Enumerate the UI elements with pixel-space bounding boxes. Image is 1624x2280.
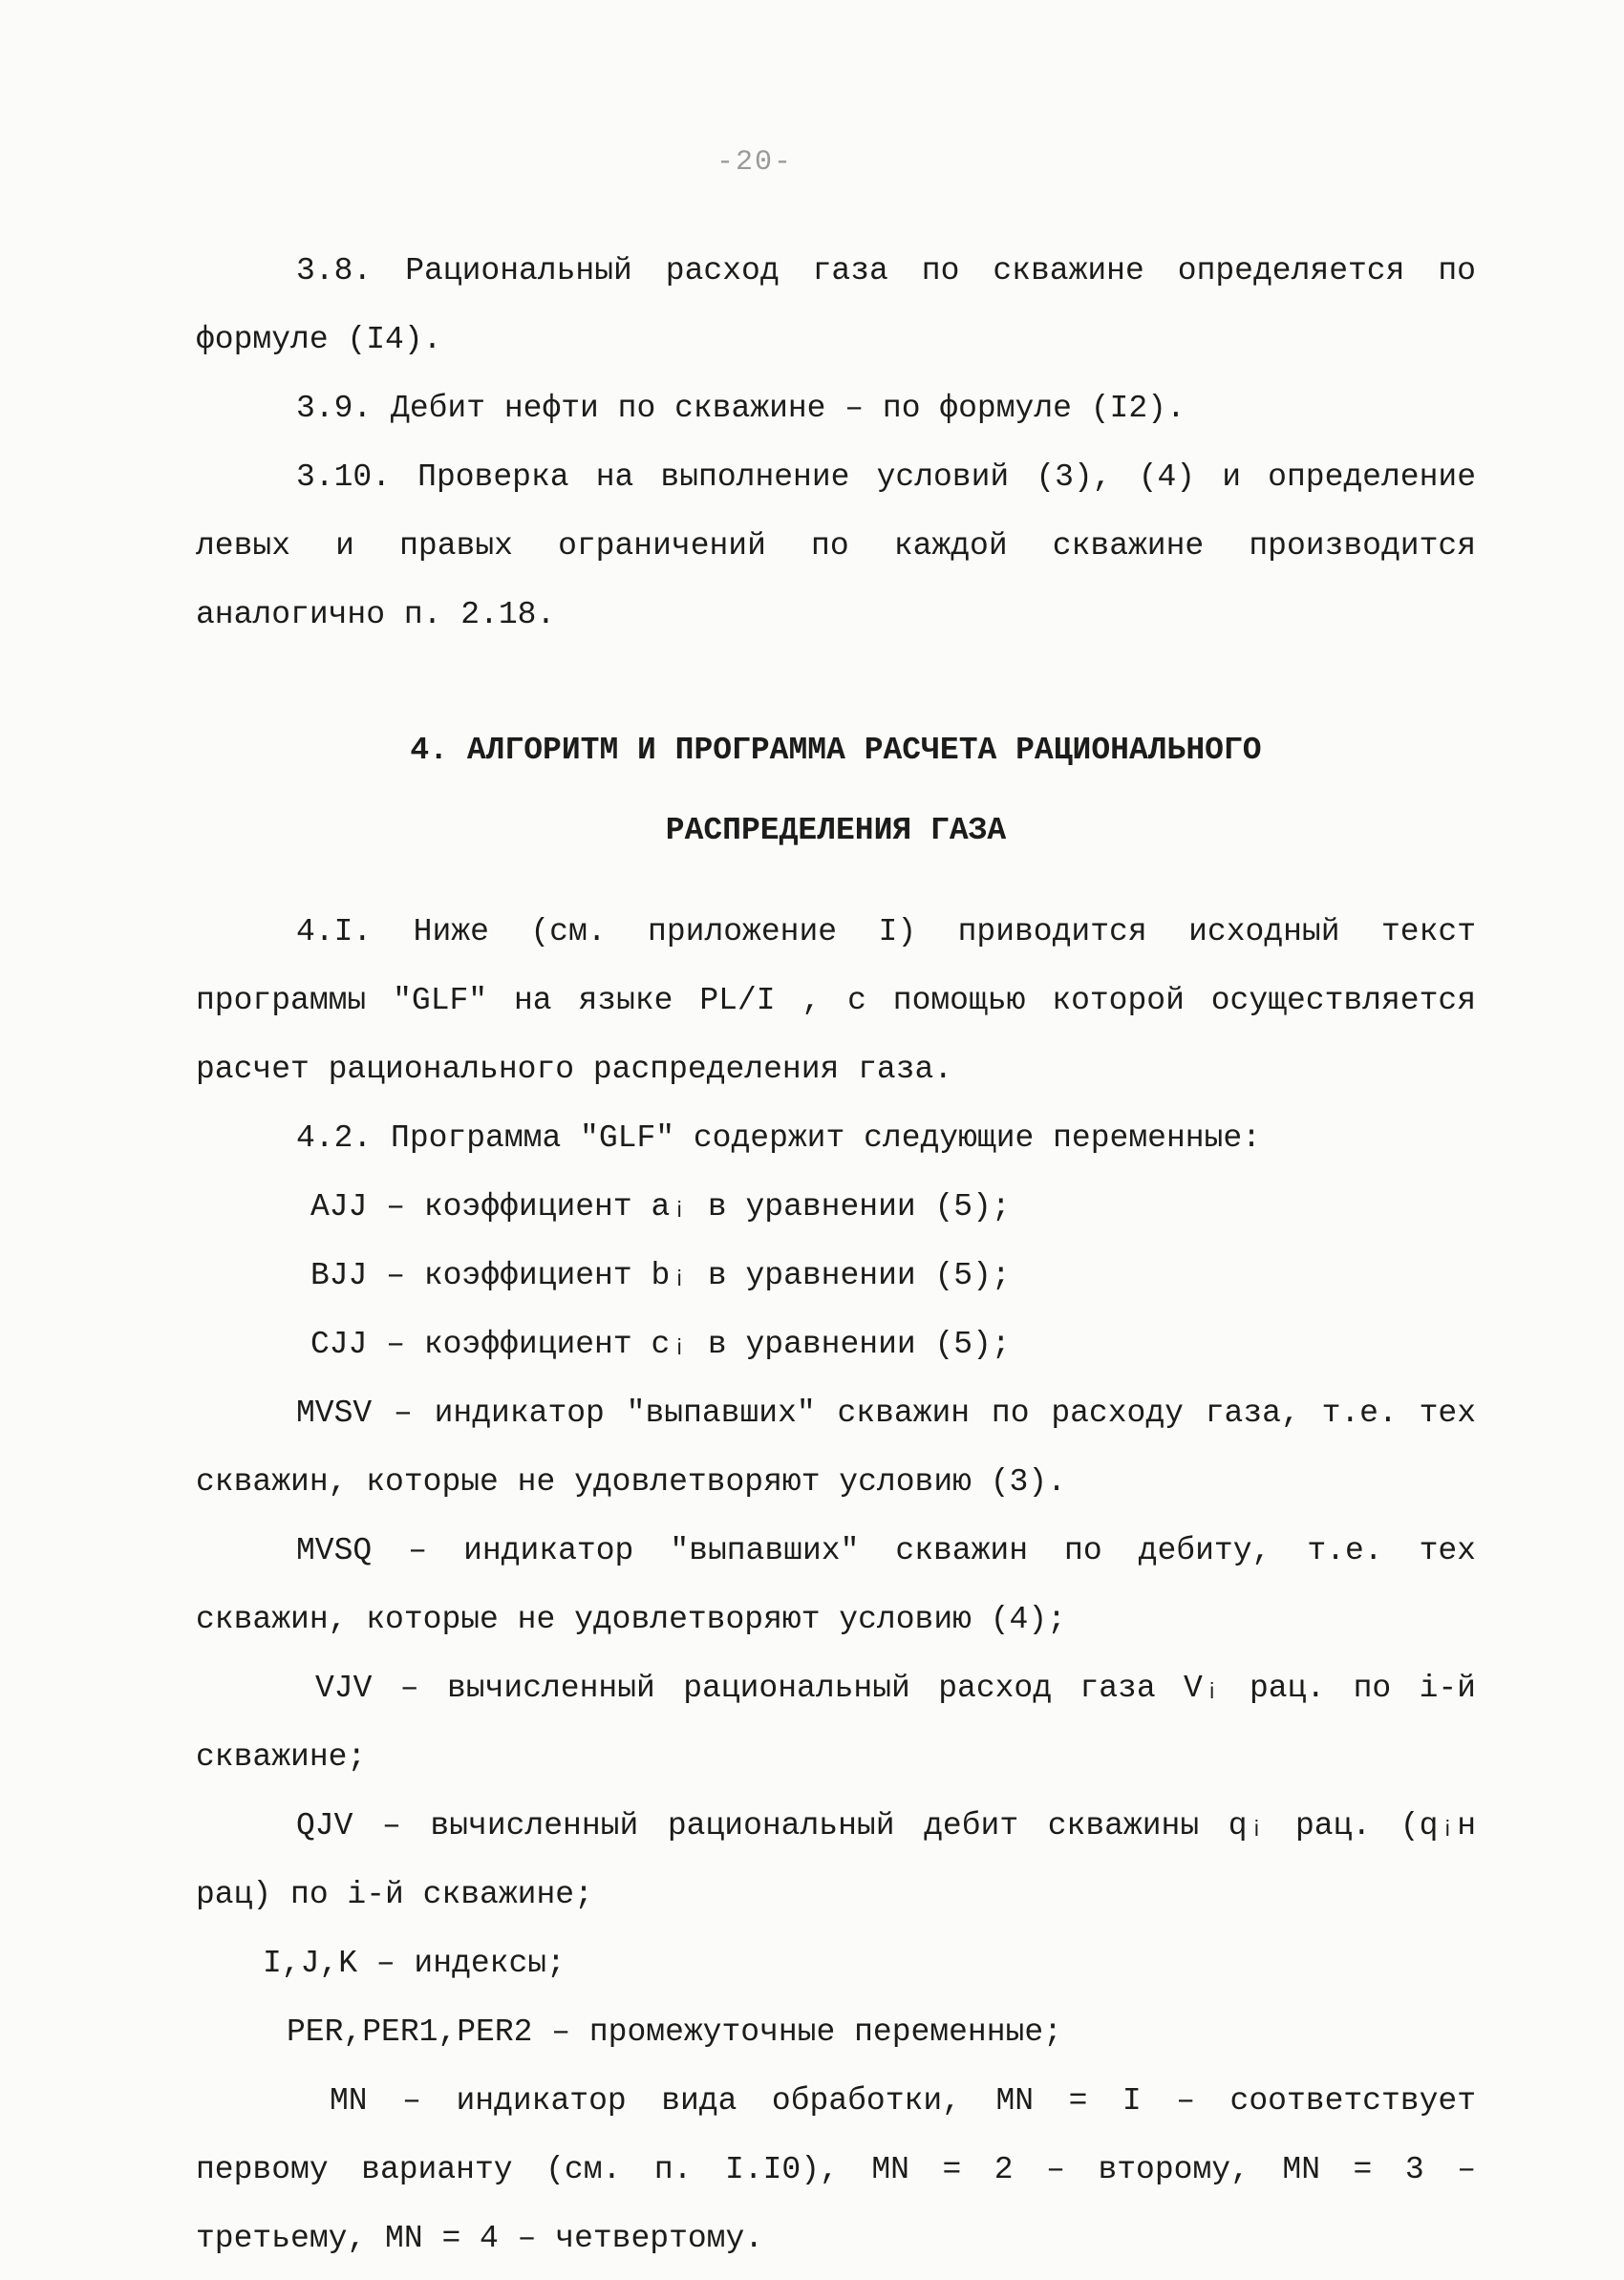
page-number: -20-: [716, 146, 793, 179]
variable-item-mn: MN – индикатор вида обработки, MN = I – соответствует первому варианту (см. п. I.I0), MN = 2 – второму, MN = 3 – третьему, MN = 4 – четвертому.: [196, 2083, 1476, 2256]
variable-item-indices: I,J,K – индексы;: [263, 1946, 566, 1981]
paragraph-4-1: 4.I. Ниже (см. приложение I) приводится исходный текст программы "GLF" на языке PL/I , с помощью которой осуществляется расчет рационального распределения газа.: [196, 914, 1476, 1087]
variable-item-mvsq: MVSQ – индикатор "выпавших" скважин по дебиту, т.е. тех скважин, которые не удовлетворяют условию (4);: [196, 1533, 1476, 1637]
variable-list: [196, 1173, 1476, 2273]
variable-item-mvsv: MVSV – индикатор "выпавших" скважин по расходу газа, т.е. тех скважин, которые не удовлетворяют условию (3).: [196, 1396, 1476, 1500]
variable-item-ajj: AJJ – коэффициент aᵢ в уравнении (5);: [310, 1189, 1011, 1225]
paragraph-3-8: 3.8. Рациональный расход газа по скважине определяется по формуле (I4).: [196, 253, 1476, 357]
variable-item-qjv: QJV – вычисленный рациональный дебит скважины qᵢ рац. (qᵢн рац) по i-й скважине;: [196, 1808, 1476, 1912]
paragraph-3-9: 3.9. Дебит нефти по скважине – по формуле (I2).: [296, 391, 1186, 426]
paragraph-3-10: 3.10. Проверка на выполнение условий (3), (4) и определение левых и правых ограничений по каждой скважине производится аналогично п. 2.18.: [196, 459, 1476, 632]
variable-item-vjv: VJV – вычисленный рациональный расход газа Vᵢ рац. по i-й скважине;: [196, 1671, 1476, 1775]
variable-item-cjj: CJJ – коэффициент cᵢ в уравнении (5);: [310, 1327, 1011, 1362]
variable-item-per: PER,PER1,PER2 – промежуточные переменные;: [287, 2014, 1062, 2050]
variable-item-bjj: BJJ – коэффициент bᵢ в уравнении (5);: [310, 1258, 1011, 1293]
paragraph-4-2: 4.2. Программа "GLF" содержит следующие переменные:: [296, 1120, 1261, 1156]
body-text: [196, 237, 1476, 2273]
section-heading-line-1: 4. АЛГОРИТМ И ПРОГРАММА РАСЧЕТА РАЦИОНАЛЬНОГО: [410, 733, 1262, 768]
section-heading-line-2: РАСПРЕДЕЛЕНИЯ ГАЗА: [665, 813, 1007, 848]
